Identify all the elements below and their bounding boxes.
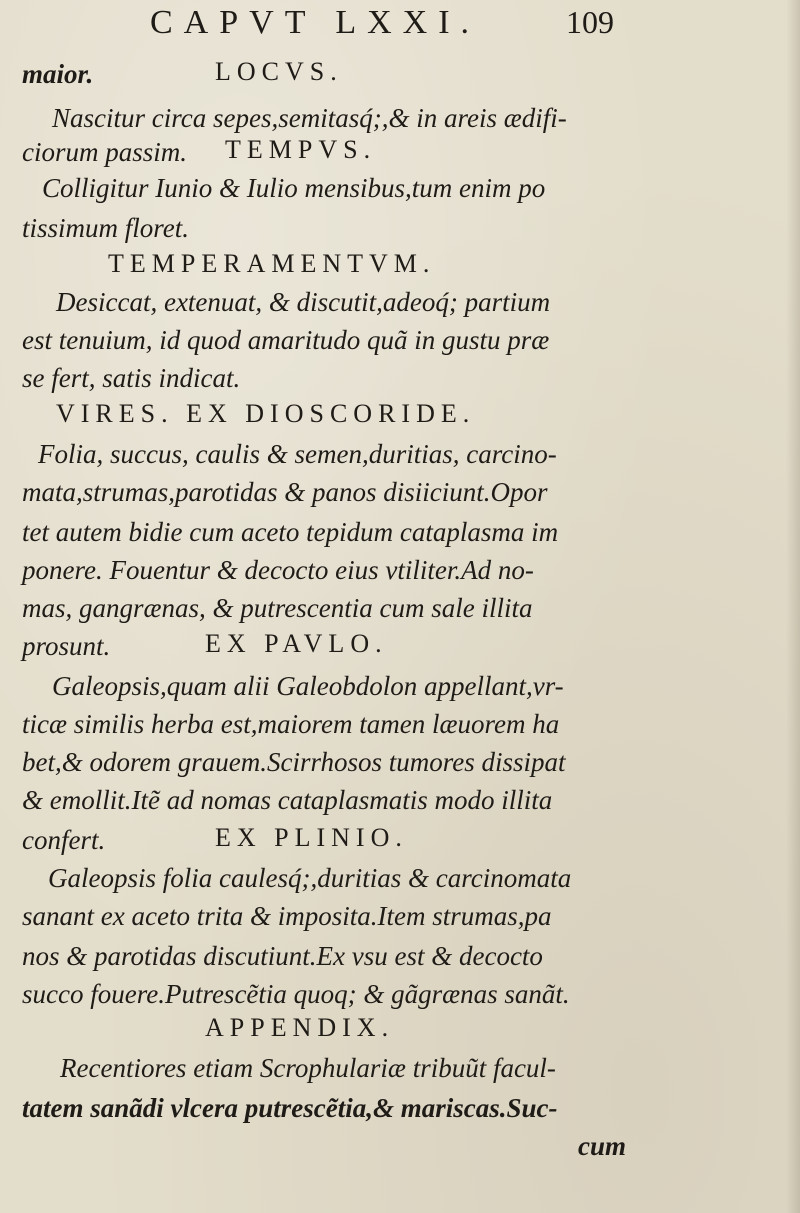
- text-line: mata,strumas,parotidas & panos disiiciunt.Opor: [22, 477, 548, 507]
- text-line: succo fouere.Putrescẽtia quoq; & gãgrænas sanãt.: [22, 979, 570, 1009]
- text-line: est tenuium, id quod amaritudo quã in gustu præ: [22, 325, 550, 355]
- text-line: se fert, satis indicat.: [22, 363, 241, 393]
- text-line: Colligitur Iunio & Iulio mensibus,tum enim po: [42, 173, 546, 203]
- text-line: & emollit.Itẽ ad nomas cataplasmatis modo illita: [22, 785, 553, 815]
- page-number: 109: [566, 4, 614, 40]
- section-heading-tempus: TEMPVS.: [225, 135, 377, 164]
- text-line: ponere. Fouentur & decocto eius vtiliter.Ad no-: [22, 555, 534, 585]
- text-line: Desiccat, extenuat, & discutit,adeoq́; partium: [56, 287, 551, 317]
- section-heading-ex-paulo: EX PAVLO.: [205, 629, 388, 658]
- text-line: prosunt.: [22, 631, 111, 661]
- text-line: tet autem bidie cum aceto tepidum cataplasma im: [22, 517, 559, 547]
- text-line: bet,& odorem grauem.Scirrhosos tumores dissipat: [22, 747, 566, 777]
- text-line: sanant ex aceto trita & imposita.Item strumas,pa: [22, 901, 552, 931]
- text-line: tatem sanãdi vlcera putrescẽtia,& mariscas.Suc-: [22, 1093, 558, 1123]
- text-line: mas, gangrænas, & putrescentia cum sale illita: [22, 593, 533, 623]
- text-line: tissimum floret.: [22, 213, 190, 243]
- catchword: cum: [578, 1131, 627, 1161]
- section-heading-ex-plinio: EX PLINIO.: [215, 823, 408, 852]
- text-line: ticæ similis herba est,maiorem tamen læuorem ha: [22, 709, 560, 739]
- running-head: [0, 4, 800, 54]
- text-line: ciorum passim.: [22, 137, 188, 167]
- text-line: Galeopsis,quam alii Galeobdolon appellant,vr-: [52, 671, 564, 701]
- text-line: Recentiores etiam Scrophulariæ tribuũt facul-: [60, 1053, 556, 1083]
- text-line: Galeopsis folia caulesq́;,duritias & carcinomata: [48, 863, 572, 893]
- text-line: confert.: [22, 825, 106, 855]
- text-line: nos & parotidas discutiunt.Ex vsu est & decocto: [22, 941, 543, 971]
- page-edge-shadow: [786, 0, 800, 1213]
- section-heading-temperamentum: TEMPERAMENTVM.: [108, 249, 436, 278]
- text-line: Folia, succus, caulis & semen,duritias, carcino-: [38, 439, 557, 469]
- section-heading-vires: VIRES. EX DIOSCORIDE.: [56, 399, 476, 428]
- text-line: maior.: [22, 59, 94, 89]
- text-line: Nascitur circa sepes,semitasq́;,& in areis ædifi-: [52, 103, 567, 133]
- section-heading-locus: LOCVS.: [215, 57, 343, 86]
- section-heading-appendix: APPENDIX.: [205, 1013, 395, 1042]
- chapter-title: CAPVT LXXI.: [150, 4, 481, 41]
